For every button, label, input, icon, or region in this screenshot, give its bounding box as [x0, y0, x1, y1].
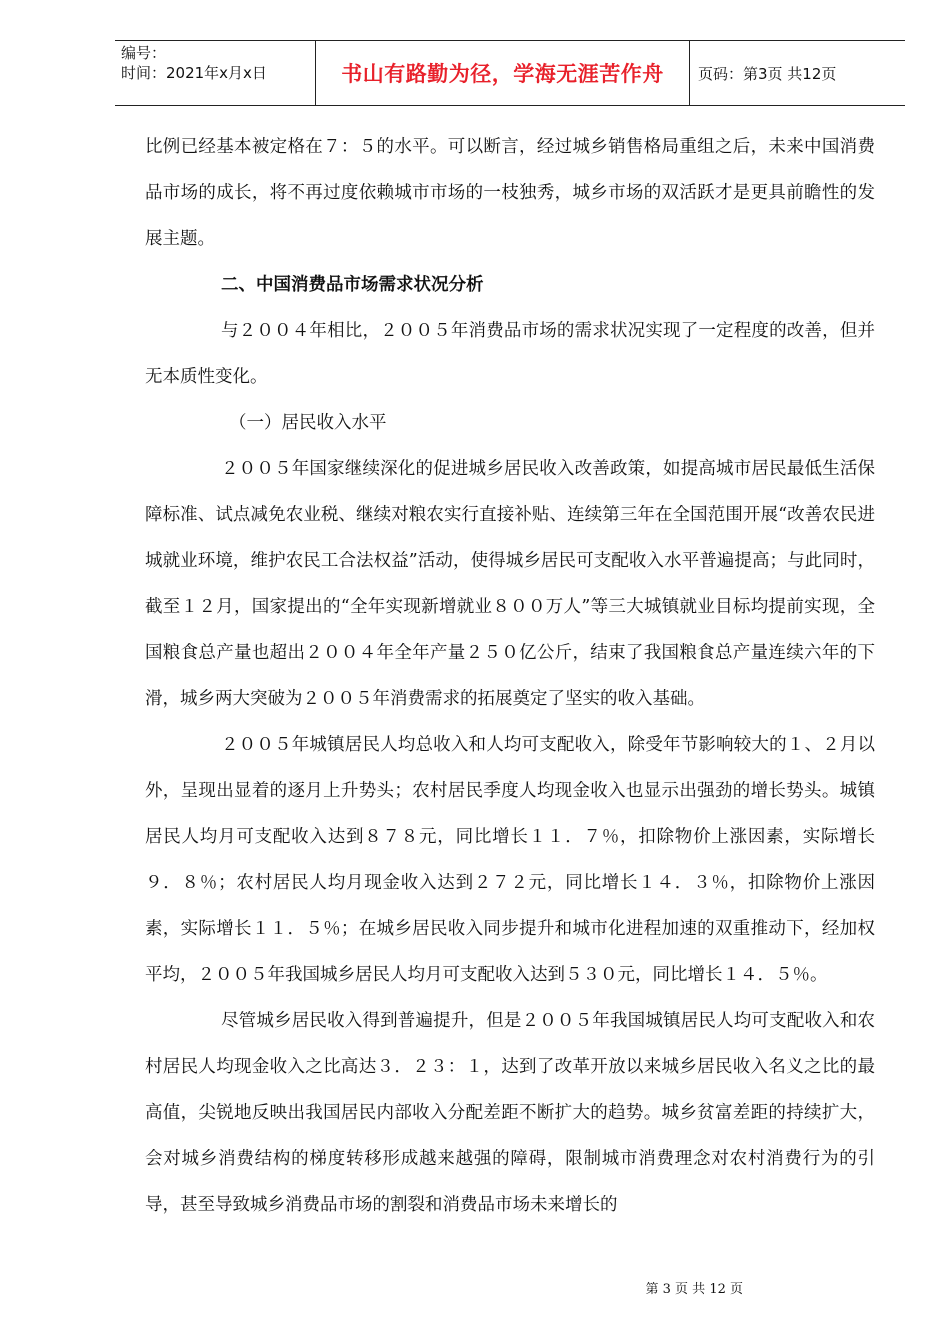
- header-page-info: 页码：第3页 共12页: [698, 65, 837, 83]
- paragraph: 尽管城乡居民收入得到普遍提升，但是２００５年我国城镇居民人均可支配收入和农村居民人均现金收入之比高达３．２３：１，达到了改革开放以来城乡居民收入名义之比的最高值，尖锐地反映出我国居民内部收入分配差距不断扩大的趋势。城乡贫富差距的持续扩大，会对城乡消费结构的梯度转移形成越来越强的障碍，限制城市消费理念对农村消费行为的引导，甚至导致城乡消费品市场的割裂和消费品市场未来增长的: [145, 1011, 875, 1215]
- page-footer: [0, 1278, 950, 1297]
- section-heading: 二、中国消费品市场需求状况分析: [221, 275, 484, 295]
- header-time-label: 时间：2021年x月x日: [121, 64, 267, 82]
- footer-page-number: 第 3 页 共 12 页: [645, 1282, 743, 1297]
- header-number-label: 编号：: [121, 44, 167, 62]
- document-body: [145, 124, 875, 1228]
- paragraph: 与２００４年相比，２００５年消费品市场的需求状况实现了一定程度的改善，但并无本质性变化。: [145, 321, 875, 387]
- paragraph: ２００５年城镇居民人均总收入和人均可支配收入，除受年节影响较大的１、２月以外，呈现出显着的逐月上升势头；农村居民季度人均现金收入也显示出强劲的增长势头。城镇居民人均月可支配收入达到８７８元，同比增长１１．７％，扣除物价上涨因素，实际增长９．８％；农村居民人均月现金收入达到２７２元，同比增长１４．３％，扣除物价上涨因素，实际增长１１．５％；在城乡居民收入同步提升和城市化进程加速的双重推动下，经加权平均，２００５年我国城乡居民人均月可支配收入达到５３０元，同比增长１４．５％。: [145, 735, 875, 985]
- page-header: [115, 40, 905, 106]
- paragraph-continuation: 比例已经基本被定格在７：５的水平。可以断言，经过城乡销售格局重组之后，未来中国消费品市场的成长，将不再过度依赖城市市场的一枝独秀，城乡市场的双活跃才是更具前瞻性的发展主题。: [145, 137, 875, 249]
- paragraph: ２００５年国家继续深化的促进城乡居民收入改善政策，如提高城市居民最低生活保障标准、试点减免农业税、继续对粮农实行直接补贴、连续第三年在全国范围开展“改善农民进城就业环境，维护农民工合法权益”活动，使得城乡居民可支配收入水平普遍提高；与此同时，截至１２月，国家提出的“全年实现新增就业８００万人”等三大城镇就业目标均提前实现，全国粮食总产量也超出２００４年全年产量２５０亿公斤，结束了我国粮食总产量连续六年的下滑，城乡两大突破为２００５年消费需求的拓展奠定了坚实的收入基础。: [145, 459, 875, 709]
- header-motto: 书山有路勤为径，学海无涯苦作舟: [315, 41, 690, 105]
- header-meta: [115, 41, 315, 105]
- subsection-heading: （一）居民收入水平: [229, 413, 387, 433]
